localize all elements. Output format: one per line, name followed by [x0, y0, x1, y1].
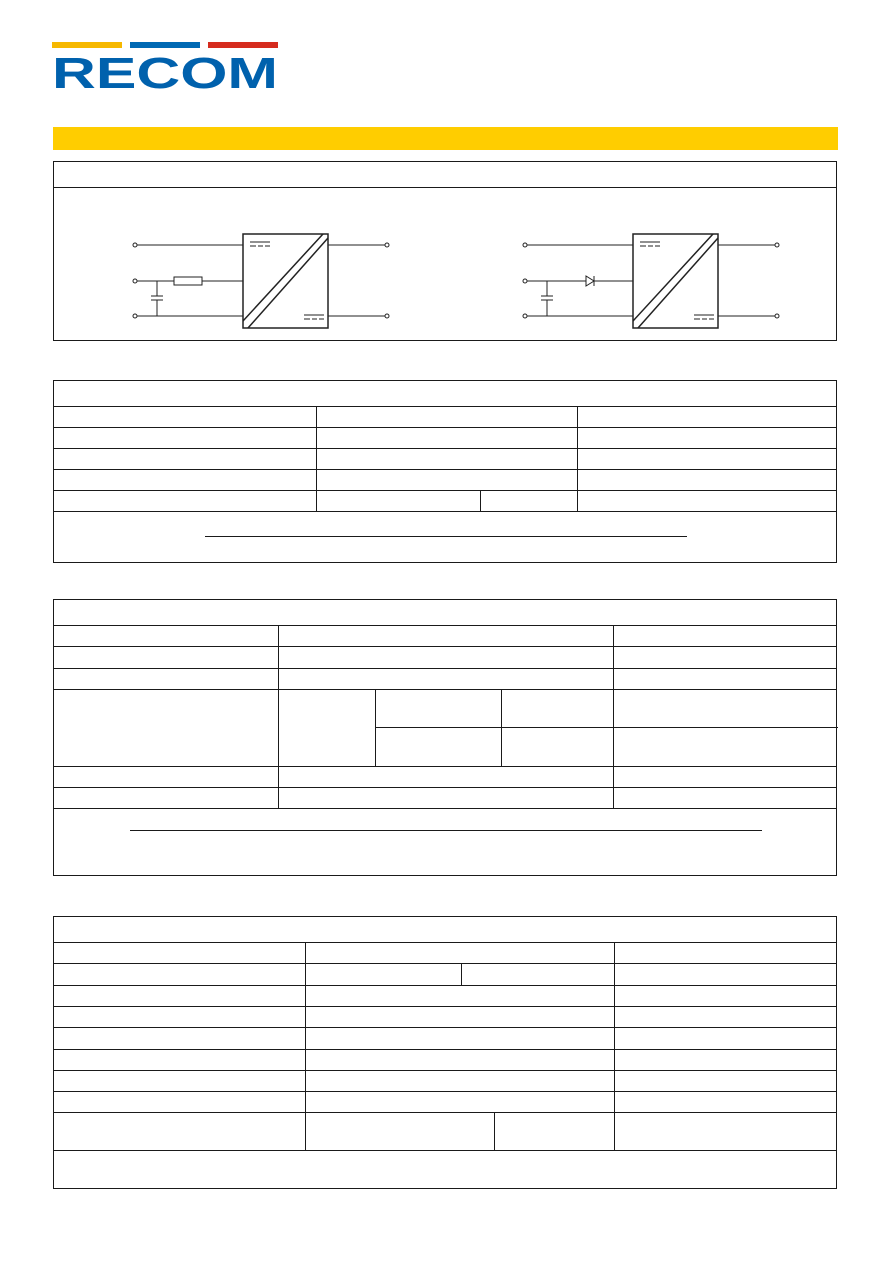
- table-row: [54, 766, 836, 788]
- logo-stripe-blue: [130, 42, 200, 48]
- table-box-2: [53, 599, 837, 876]
- table-row: [54, 427, 836, 449]
- table-row: [54, 1027, 836, 1050]
- table-row: [54, 490, 836, 512]
- table-box-3: [53, 916, 837, 1189]
- table-row: [54, 1070, 836, 1092]
- table-row: [54, 942, 836, 964]
- note-underline: [205, 536, 687, 537]
- schematic-diode: [514, 224, 794, 334]
- schematic-box-header: [54, 162, 836, 188]
- logo-stripe-yellow: [52, 42, 122, 48]
- table-row: [54, 646, 836, 669]
- table-row: [54, 1112, 836, 1151]
- note-underline: [130, 830, 762, 831]
- table-row: [54, 469, 836, 491]
- logo-text: RECOM: [52, 49, 278, 90]
- table-row: [54, 985, 836, 1007]
- table-3-header: [54, 917, 836, 943]
- table-row: [54, 787, 836, 809]
- table-row: [54, 668, 836, 690]
- table-row: [54, 963, 836, 986]
- logo-stripe-red: [208, 42, 278, 48]
- schematic-resistor: [124, 224, 404, 334]
- table-2-header: [54, 600, 836, 626]
- table-row: [54, 406, 836, 428]
- table-row: [54, 448, 836, 470]
- table-row: [54, 625, 836, 647]
- table-1-header: [54, 381, 836, 407]
- recom-logo: [52, 42, 278, 90]
- table-row: [54, 1049, 836, 1071]
- schematic-box: [53, 161, 837, 341]
- title-banner: [53, 127, 838, 150]
- table-row: [54, 1006, 836, 1028]
- table-box-1: [53, 380, 837, 563]
- table-row: [54, 1091, 836, 1113]
- table-row-split: [54, 689, 836, 767]
